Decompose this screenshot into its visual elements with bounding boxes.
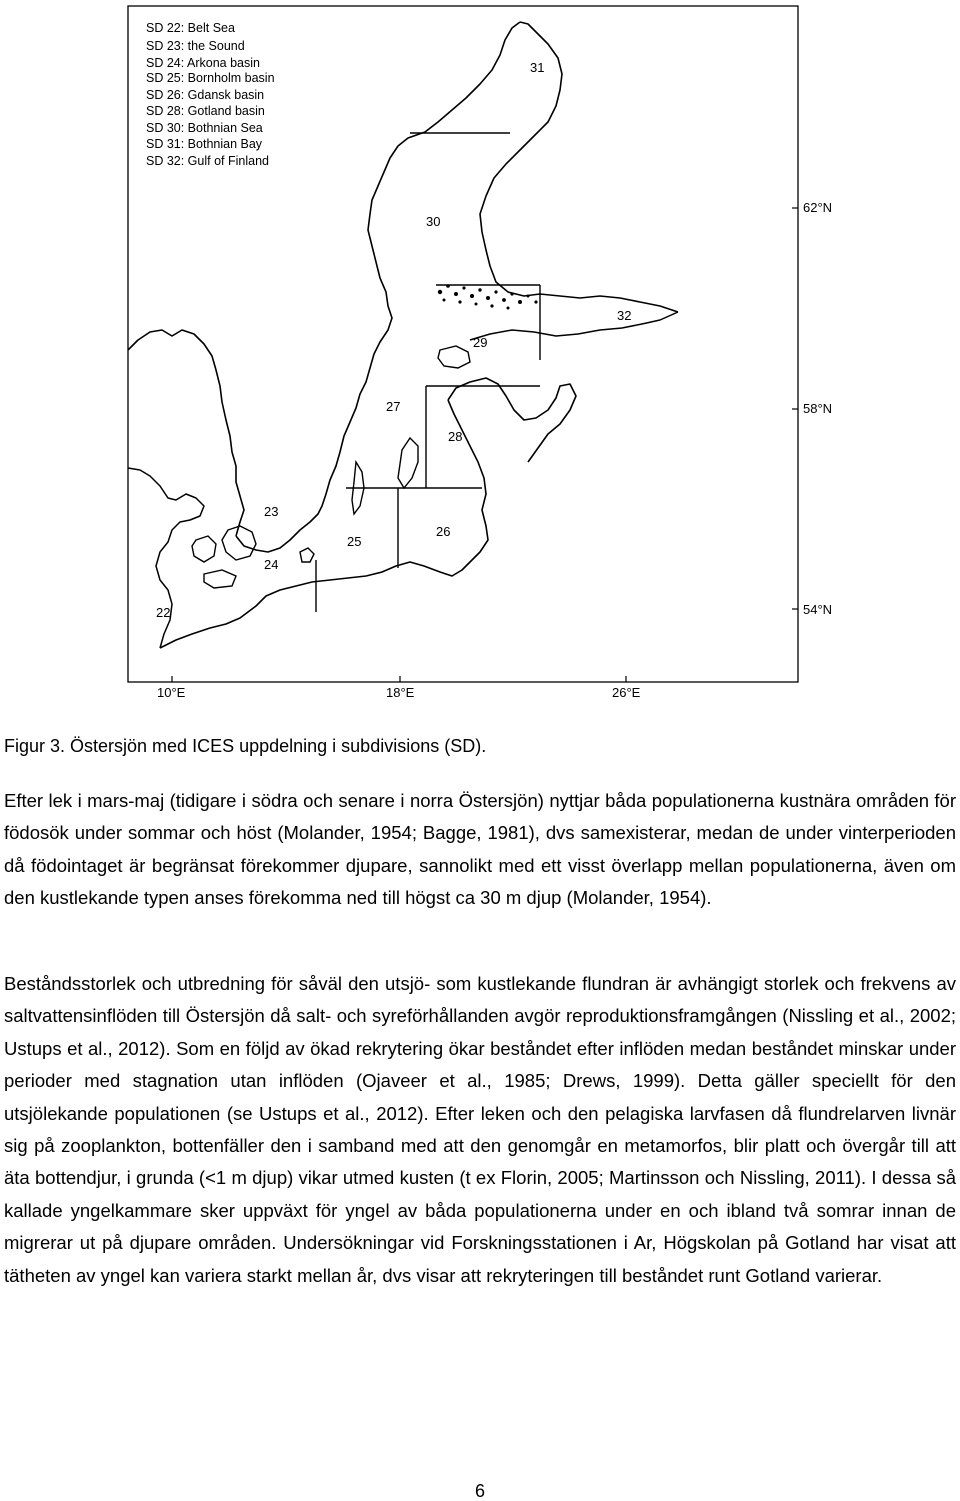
saaremaa-island: [438, 346, 470, 368]
bornholm-island: [300, 548, 314, 562]
paragraph-line: och Nissling, 2011). I dessa så kallade yngelkammare sker uppväxt för yngel av båda populationerna: [4, 1167, 956, 1221]
subdivision-label: 23: [264, 504, 279, 519]
legend-item: SD 25: Bornholm basin: [146, 71, 275, 85]
paragraph-line: Beståndsstorlek och utbredning för såväl den utsjö- som kustlekande flundran är avhängigt storlek: [4, 973, 819, 994]
coastline-gulf-of-finland-south: [470, 312, 678, 340]
subdivision-label: 24: [264, 557, 279, 572]
paragraph-line: förekomma ned till högst ca 30 m djup (Molander, 1954).: [248, 887, 712, 909]
longitude-label: 10°E: [157, 685, 186, 700]
legend-item: SD 32: Gulf of Finland: [146, 154, 269, 168]
subdivision-label: 22: [156, 605, 171, 620]
legend-item: SD 30: Bothnian Sea: [146, 121, 263, 135]
subdivision-label: 27: [386, 399, 401, 414]
paragraph-line: under en och ibland två somrar innan de migrerar ut på djupare områden. Undersökningar vid: [4, 1199, 956, 1254]
paragraph-line: och frekvens av saltvattensinflöden till Östersjön då salt- och syreförhållanden avgör: [4, 973, 956, 1027]
latitude-label: 58°N: [803, 401, 833, 416]
paragraph-line: övergår till att äta bottendjur, i grunda (<1 m djup) vikar utmed kusten (t ex Florin, 2005; Martinsson: [4, 1135, 957, 1189]
subdivision-label: 26: [436, 524, 451, 539]
legend-item: SD 26: Gdansk basin: [146, 88, 265, 102]
aland-archipelago: [438, 284, 538, 309]
legend-item: SD 23: the Sound: [146, 39, 245, 53]
coastline-denmark: [128, 468, 204, 648]
latitude-label: 62°N: [803, 200, 833, 215]
danish-island-zealand: [222, 526, 256, 560]
paragraph-1: [4, 785, 956, 915]
longitude-ticks: [172, 676, 626, 682]
figure-caption: Figur 3. Östersjön med ICES uppdelning i subdivisions (SD).: [4, 736, 487, 756]
longitude-label: 18°E: [386, 685, 415, 700]
latitude-ticks: [792, 208, 798, 609]
subdivision-label: 32: [617, 308, 632, 323]
legend-item: SD 28: Gotland basin: [146, 104, 265, 118]
paragraph-line: inflöden (Ojaveer et al., 1985; Drews, 1999). Detta gäller speciellt för den utsjölekande populationen: [4, 1070, 956, 1124]
legend-item: SD 24: Arkona basin: [146, 56, 260, 70]
paragraph-2: [4, 968, 956, 1292]
longitude-label: 26°E: [612, 685, 641, 700]
gotland-island: [398, 438, 418, 488]
paragraph-line: zooplankton, bottenfäller den i samband med att den genomgår en metamorfos, blir platt och: [61, 1135, 836, 1157]
paragraph-line: Efter lek i mars-maj (tidigare i södra och senare i norra Östersjön) nyttjar båda populationerna: [4, 790, 775, 811]
subdivision-label: 31: [530, 60, 545, 75]
paragraph-line: ökar beståndet efter inflöden medan beståndet minskar under perioder med stagnation utan: [4, 1037, 957, 1092]
paragraph-line: mellan år, dvs visar att rekryteringen till beståndet runt Gotland varierar.: [297, 1264, 883, 1286]
latitude-label: 54°N: [803, 602, 833, 617]
legend-item: SD 22: Belt Sea: [146, 21, 235, 35]
subdivision-label: 30: [426, 214, 441, 229]
subdivision-label: 28: [448, 429, 463, 444]
danish-island-funen: [192, 536, 216, 562]
paragraph-line: reproduktionsframgången (Nissling et al., 2002; Ustups et al., 2012). Som en följd av ökad rekrytering: [4, 1005, 957, 1059]
danish-island-lolland: [204, 570, 236, 588]
paragraph-line: Forskningsstationen i Ar, Högskolan på Gotland har visat att tätheten av yngel kan variera starkt: [4, 1232, 956, 1286]
paragraph-line: samexisterar, medan de under vinterperioden då födointaget är begränsat förekommer djupare,: [4, 822, 956, 876]
page-number: 6: [474, 1481, 485, 1501]
baltic-sea-ices-map: [0, 0, 960, 712]
coastline-sweden: [236, 22, 520, 552]
legend-item: SD 31: Bothnian Bay: [146, 137, 263, 151]
subdivision-label: 25: [347, 534, 362, 549]
paragraph-line: sannolikt med ett visst överlapp mellan populationerna, även om den kustlekande typen anses: [4, 854, 957, 909]
coastline-west: [128, 330, 244, 536]
paragraph-line: kustnära områden för födosök under sommar och höst (Molander, 1954; Bagge, 1981), dvs: [4, 790, 957, 844]
coastline-finland: [480, 22, 678, 312]
subdivision-label: 29: [473, 335, 488, 350]
coastline-east: [448, 378, 576, 462]
paragraph-line: (se Ustups et al., 2012). Efter leken och den pelagiska larvfasen då flundrelarven livnär sig på: [4, 1102, 957, 1157]
